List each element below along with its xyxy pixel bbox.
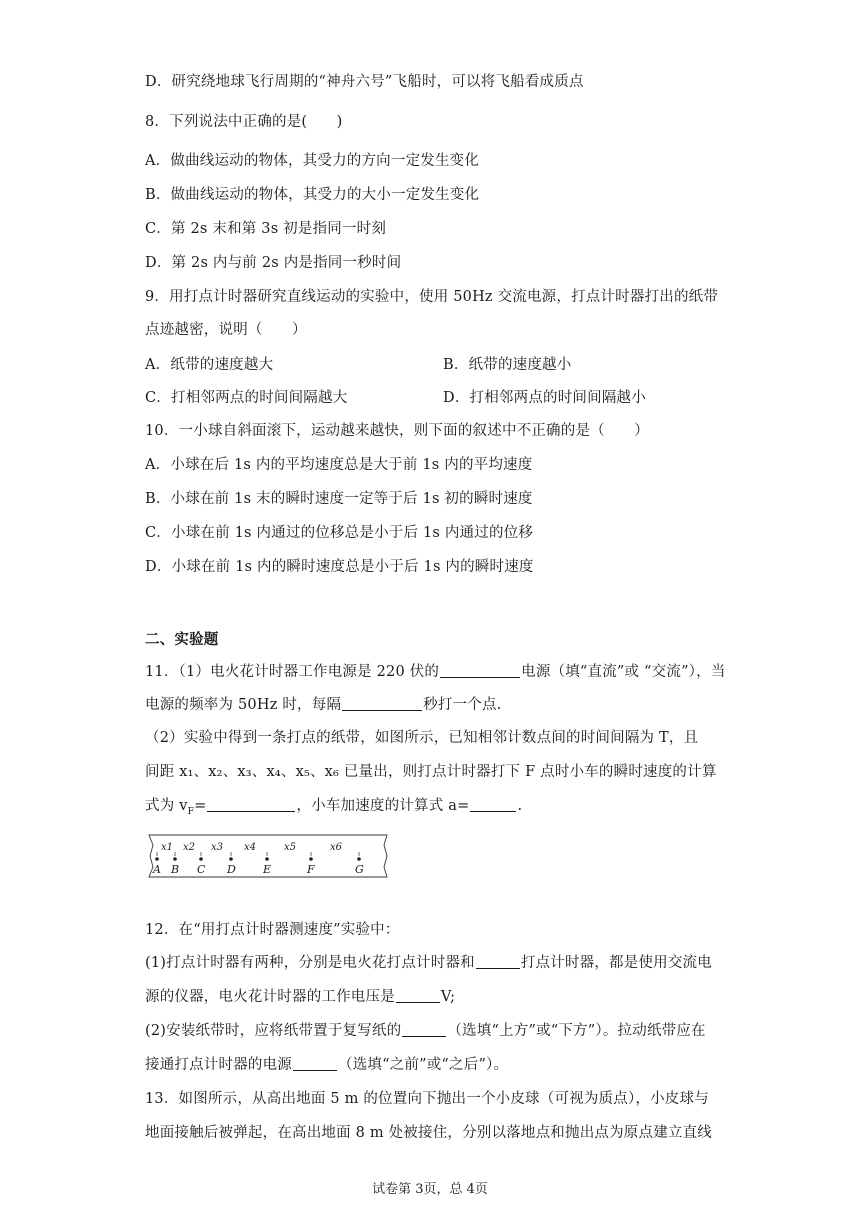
q10-option-c: C．小球在前 1s 内通过的位移总是小于后 1s 内通过的位移 [145,525,534,541]
q12-text: (1)打点计时器有两种，分别是电火花打点计时器和 [145,955,475,971]
q11-line3: （2）实验中得到一条打点的纸带，如图所示，已知相邻计数点间的时间间隔为 T，且 [145,730,699,746]
answer-blank[interactable] [476,954,520,969]
tape-interval-label: x3 [211,842,224,853]
tape-interval-label: x4 [244,842,257,853]
q10-stem: 10．一小球自斜面滚下，运动越来越快，则下面的叙述中不正确的是（ ） [145,423,649,439]
q12-text: 接通打点计时器的电源 [145,1057,292,1073]
q12-text: 打点计时器，都是使用交流电 [520,955,712,971]
q8-stem: 8．下列说法中正确的是( ) [145,114,343,130]
tape-point-label: A [153,863,161,876]
q9-stem-line1: 9．用打点计时器研究直线运动的实验中，使用 50Hz 交流电源，打点计时器打出的纸带 [145,289,719,305]
q13-line1: 13．如图所示，从高出地面 5 m 的位置向下抛出一个小皮球（可视为质点），小皮球与 [145,1091,709,1107]
tape-dot [155,857,159,861]
q9-option-a: A．纸带的速度越大 [145,357,274,373]
tape-dot [309,857,313,861]
tape-point-label: B [171,863,180,876]
q12-text: 源的仪器，电火花计时器的工作电压是 [145,989,395,1005]
q10-option-d: D．小球在前 1s 内的瞬时速度总是小于后 1s 内的瞬时速度 [145,559,534,575]
q10-option-a: A．小球在后 1s 内的平均速度总是大于前 1s 内的平均速度 [145,457,533,473]
tape-interval-label: x5 [284,842,297,853]
q8-option-c: C．第 2s 末和第 3s 初是指同一时刻 [145,221,387,237]
q11-text: 11．（1）电火花计时器工作电源是 220 伏的 [145,664,440,680]
tape-point-label: G [355,863,364,876]
answer-blank[interactable] [402,1022,446,1037]
tape-dot [199,857,203,861]
tape-point-label: C [197,863,206,876]
q9-option-b: B．纸带的速度越小 [443,357,572,373]
q11-line4: 间距 x₁、x₂、x₃、x₄、x₅、x₆ 已量出，则打点计时器打下 F 点时小车的瞬时速度的计算 [145,764,717,780]
q9-option-d: D．打相邻两点的时间间隔越小 [443,390,646,406]
tape-dot [173,857,177,861]
q11-subscript: F [187,806,195,817]
tape-dot [229,857,233,861]
q12-stem: 12．在“用打点计时器测速度”实验中： [145,922,400,938]
q8-option-d: D．第 2s 内与前 2s 内是指同一秒时间 [145,255,402,271]
section-heading: 二、实验题 [145,631,219,648]
q8-option-a: A．做曲线运动的物体，其受力的方向一定发生变化 [145,153,480,169]
q12-text: （选填“之前”或“之后”）。 [338,1057,509,1073]
q10-option-b: B．小球在前 1s 末的瞬时速度一定等于后 1s 初的瞬时速度 [145,491,533,507]
answer-blank[interactable] [440,663,520,678]
answer-blank[interactable] [342,696,422,711]
q12-text: (2)安装纸带时，应将纸带置于复写纸的 [145,1023,402,1039]
q12-line4 [145,1055,508,1075]
q11-text: 电源的频率为 50Hz 时，每隔 [145,697,342,713]
q8-option-b: B．做曲线运动的物体，其受力的大小一定发生变化 [145,187,480,203]
q11-text: 秒打一个点. [423,697,502,713]
tape-dot [265,857,269,861]
tape-point-label: F [307,863,315,876]
q11-line1 [145,662,726,682]
answer-blank[interactable] [207,797,295,812]
q11-line5 [145,796,522,822]
tape-point-label: E [263,863,272,876]
q11-text: = [194,798,207,814]
q12-line3 [145,1021,706,1041]
q9-option-c: C．打相邻两点的时间间隔越大 [145,390,348,406]
tape-interval-label: x6 [330,842,343,853]
q7-option-d: D．研究绕地球飞行周期的“神舟六号”飞船时，可以将飞船看成质点 [145,74,584,90]
tape-dot [357,857,361,861]
q11-line2 [145,695,501,715]
q13-line2: 地面接触后被弹起，在高出地面 8 m 处被接住，分别以落地点和抛出点为原点建立直线 [145,1125,712,1141]
q12-line2 [145,987,455,1007]
q12-line1 [145,953,712,973]
q12-text: V; [440,989,456,1005]
q11-text: 式为 v [145,798,188,814]
answer-blank[interactable] [293,1056,337,1071]
q9-stem-line2: 点迹越密，说明（ ） [145,322,307,338]
page-footer: 试卷第 3页，总 4页 [372,1182,488,1197]
answer-blank[interactable] [470,797,516,812]
paper-tape-figure [145,834,390,880]
tape-interval-label: x2 [183,842,196,853]
tape-point-label: D [227,863,236,876]
q12-text: （选填“上方”或“下方”）。拉动纸带应在 [447,1023,706,1039]
q11-text: . [517,798,523,814]
q11-text: 电源（填“直流”或 “交流”），当 [521,664,726,680]
tape-interval-label: x1 [161,842,174,853]
q11-text: ，小车加速度的计算式 a= [296,798,470,814]
answer-blank[interactable] [396,988,440,1003]
